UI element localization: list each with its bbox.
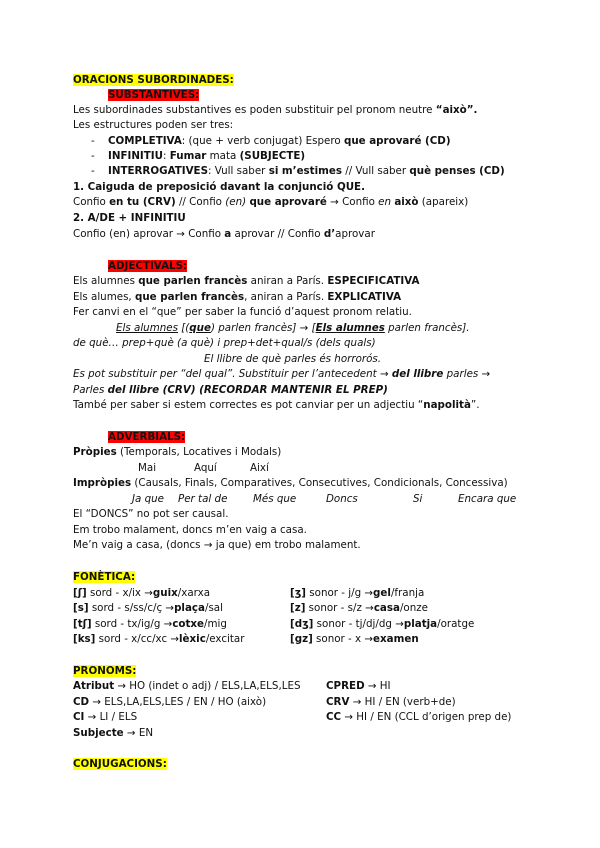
adj-line-4: Els alumnes [(que) parlen francès] → [Els alumnes parlen francès]. — [116, 322, 470, 334]
adv-example-word: Per tal de — [178, 493, 228, 505]
bullet-dash: - — [91, 135, 95, 147]
conjugacions-heading: CONJUGACIONS: — [73, 758, 167, 770]
adv-example-word: Aquí — [194, 462, 217, 474]
adv-impropies: Impròpies (Causals, Finals, Comparatives, Consecutives, Condicionals, Concessiva) — [73, 477, 508, 489]
adv-example-word: Doncs — [326, 493, 358, 505]
fonetica-left-row: [s] sord - s/ss/c/ç →plaça/sal — [73, 602, 223, 614]
fonetica-left-row: [ʃ] sord - x/ix →guix/xarxa — [73, 587, 211, 599]
fonetica-left-row: [ks] sord - x/cc/xc →lèxic/excitar — [73, 633, 245, 645]
fonetica-heading: FONÈTICA: — [73, 571, 136, 583]
pronom-row: CD → ELS,LA,ELS,LES / EN / HO (això) — [73, 696, 267, 708]
pronom-row: Atribut → HO (indet o adj) / ELS,LA,ELS,LES — [73, 680, 301, 692]
rule-2: 2. A/DE + INFINITIU — [73, 212, 186, 224]
adj-line-7: Es pot substituir per “del qual”. Substituir per l’antecedent → del llibre parles → — [73, 368, 491, 380]
adj-line-5: de què… prep+què (a què) i prep+det+qual/s (dels quals) — [73, 337, 376, 349]
document-title — [73, 73, 234, 87]
pronom-row: CPRED → HI — [326, 680, 391, 692]
interrogatives-item: INTERROGATIVES: Vull saber si m’estimes // Vull saber què penses (CD) — [108, 165, 505, 177]
bullet-dash: - — [91, 150, 95, 162]
fonetica-left-row: [tʃ] sord - tx/ig/g →cotxe/mig — [73, 618, 227, 630]
pronoms-heading: PRONOMS: — [73, 665, 137, 677]
rule-2-example: Confio (en) aprovar → Confio a aprovar // Confio d’aprovar — [73, 228, 375, 240]
substantives-intro: Les subordinades substantives es poden substituir pel pronom neutre “això”. — [73, 104, 478, 116]
bullet-dash: - — [91, 165, 95, 177]
adj-line-8: Parles del llibre (CRV) (RECORDAR MANTENIR EL PREP) — [73, 384, 388, 396]
adv-line-4: Em trobo malament, doncs m’en vaig a casa. — [73, 524, 307, 536]
adj-line-6: El llibre de què parles és horrorós. — [204, 353, 382, 365]
rule-1: 1. Caiguda de preposició davant la conjunció QUE. — [73, 181, 365, 193]
adv-example-word: Encara que — [458, 493, 517, 505]
fonetica-right-row: [gz] sonor - x →examen — [290, 633, 419, 645]
adv-example-word: Si — [413, 493, 423, 505]
adjectivals-heading: ADJECTIVALS: — [108, 260, 188, 272]
adj-line-1: Els alumnes que parlen francès aniran a París. ESPECIFICATIVA — [73, 275, 420, 287]
pronom-row: CC → HI / EN (CCL d’origen prep de) — [326, 711, 512, 723]
completiva-item: COMPLETIVA: (que + verb conjugat) Espero que aprovaré (CD) — [108, 135, 451, 147]
adv-example-word: Així — [250, 462, 269, 474]
pronom-row: Subjecte → EN — [73, 727, 154, 739]
infinitiu-item: INFINITIU: Fumar mata (SUBJECTE) — [108, 150, 306, 162]
adj-line-3: Fer canvi en el “que” per saber la funció d’aquest pronom relatiu. — [73, 306, 412, 318]
adv-example-word: Mai — [138, 462, 157, 474]
adv-propies: Pròpies (Temporals, Locatives i Modals) — [73, 446, 282, 458]
rule-1-example: Confio en tu (CRV) // Confio (en) que aprovaré → Confio en això (apareix) — [73, 196, 469, 208]
adj-line-9: També per saber si estem correctes es pot canviar per un adjectiu “napolità”. — [73, 399, 480, 411]
fonetica-right-row: [dʒ] sonor - tj/dj/dg →platja/oratge — [290, 618, 475, 630]
title-highlight: ORACIONS SUBORDINADES: — [73, 74, 234, 86]
adv-line-3: El “DONCS” no pot ser causal. — [73, 508, 229, 520]
fonetica-right-row: [z] sonor - s/z →casa/onze — [290, 602, 428, 614]
adv-example-word: Més que — [253, 493, 297, 505]
adv-example-word: Ja que — [132, 493, 165, 505]
structures-line: Les estructures poden ser tres: — [73, 119, 234, 131]
adverbials-heading: ADVERBIALS: — [108, 431, 186, 443]
adj-line-2: Els alumes, que parlen francès, aniran a París. EXPLICATIVA — [73, 291, 402, 303]
adv-line-5: Me’n vaig a casa, (doncs → ja que) em trobo malament. — [73, 539, 361, 551]
pronom-row: CI → LI / ELS — [73, 711, 138, 723]
pronom-row: CRV → HI / EN (verb+de) — [326, 696, 456, 708]
substantives-heading: SUBSTANTIVES: — [108, 89, 200, 101]
fonetica-right-row: [ʒ] sonor - j/g →gel/franja — [290, 587, 425, 599]
